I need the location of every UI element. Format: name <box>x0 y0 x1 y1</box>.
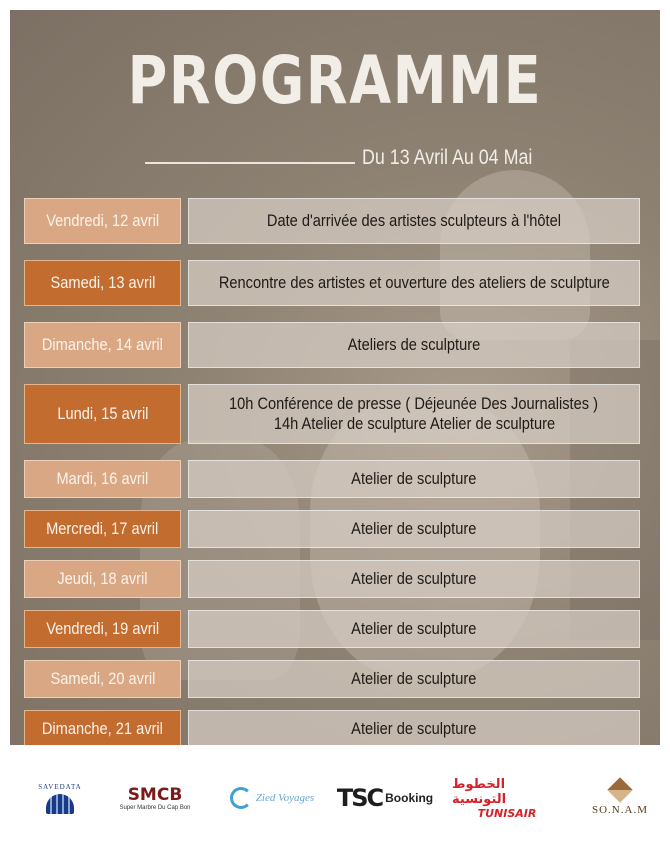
schedule-date <box>24 384 181 444</box>
schedule-row <box>24 610 654 648</box>
schedule-date <box>24 610 181 648</box>
event-label: Atelier de sculpture <box>351 719 477 738</box>
zied-label: Zied Voyages <box>255 792 315 804</box>
schedule-event <box>188 384 640 444</box>
event-label: Rencontre des artistes et ouverture des ateliers de sculpture <box>218 273 610 292</box>
schedule-row <box>24 510 654 548</box>
savedata-logo <box>28 773 92 823</box>
sonam-label: SO.N.A.M <box>592 803 648 816</box>
smcb-label: SMCB <box>127 785 183 805</box>
date-range: Du 13 Avril Au 04 Mai <box>362 146 533 169</box>
smcb-logo <box>105 773 205 823</box>
schedule-event <box>188 460 640 498</box>
vase-decoration <box>440 170 590 340</box>
date-label: Samedi, 13 avril <box>50 273 155 292</box>
tsc-booking-logo <box>335 773 435 823</box>
schedule-date <box>24 510 181 548</box>
schedule-event <box>188 560 640 598</box>
divider <box>145 162 355 164</box>
schedule-date <box>24 260 181 306</box>
schedule-event <box>188 610 640 648</box>
tunisair-label: TUNISAIR <box>477 806 537 820</box>
schedule-row <box>24 660 654 698</box>
date-label: Vendredi, 12 avril <box>46 211 159 230</box>
sonam-logo <box>585 773 655 823</box>
smcb-tagline: Super Marbre Du Cap Bon <box>119 805 191 811</box>
event-label: 14h Atelier de sculpture Atelier de sculpture <box>273 414 555 433</box>
sponsor-bar <box>0 745 670 845</box>
date-label: Dimanche, 14 avril <box>41 335 164 354</box>
event-label: Atelier de sculpture <box>351 519 477 538</box>
schedule-row <box>24 460 654 498</box>
schedule-row <box>24 198 654 244</box>
date-label: Samedi, 20 avril <box>50 669 155 688</box>
schedule-event <box>188 260 640 306</box>
schedule-event <box>188 510 640 548</box>
event-label: Date d'arrivée des artistes sculpteurs à l'hôtel <box>266 211 562 230</box>
wave-icon <box>230 787 252 809</box>
schedule-row <box>24 260 654 306</box>
zied-voyages-logo <box>222 773 322 823</box>
schedule-row <box>24 710 654 745</box>
schedule-date <box>24 198 181 244</box>
page-title: PROGRAMME <box>127 42 543 119</box>
tsc-label: TSC <box>336 784 383 812</box>
date-label: Mardi, 16 avril <box>56 469 149 488</box>
event-label: Atelier de sculpture <box>351 469 477 488</box>
poster <box>10 10 660 745</box>
schedule-event <box>188 660 640 698</box>
date-label: Lundi, 15 avril <box>56 404 149 423</box>
event-label: Atelier de sculpture <box>351 569 477 588</box>
schedule-date <box>24 560 181 598</box>
diamond-icon <box>607 777 632 802</box>
schedule-row <box>24 384 654 444</box>
globe-icon <box>46 794 74 814</box>
schedule-event <box>188 198 640 244</box>
schedule-row <box>24 322 654 368</box>
event-label: Ateliers de sculpture <box>347 335 481 354</box>
date-label: Mercredi, 17 avril <box>46 519 159 538</box>
schedule-date <box>24 322 181 368</box>
schedule-row <box>24 560 654 598</box>
tunisair-logo <box>452 773 562 823</box>
schedule-event <box>188 710 640 745</box>
date-label: Jeudi, 18 avril <box>57 569 148 588</box>
schedule-event <box>188 322 640 368</box>
tunisair-arabic-label: الخطوط التونسية <box>452 776 507 807</box>
date-label: Dimanche, 21 avril <box>41 719 164 738</box>
schedule-date <box>24 710 181 745</box>
event-label: Atelier de sculpture <box>351 619 477 638</box>
savedata-label: SAVEDATA <box>38 782 82 791</box>
event-label: Atelier de sculpture <box>351 669 477 688</box>
schedule-date <box>24 460 181 498</box>
date-label: Vendredi, 19 avril <box>46 619 159 638</box>
event-label: 10h Conférence de presse ( Déjeunée Des Journalistes ) <box>229 394 599 413</box>
tsc-suffix: Booking <box>385 791 434 805</box>
schedule-date <box>24 660 181 698</box>
